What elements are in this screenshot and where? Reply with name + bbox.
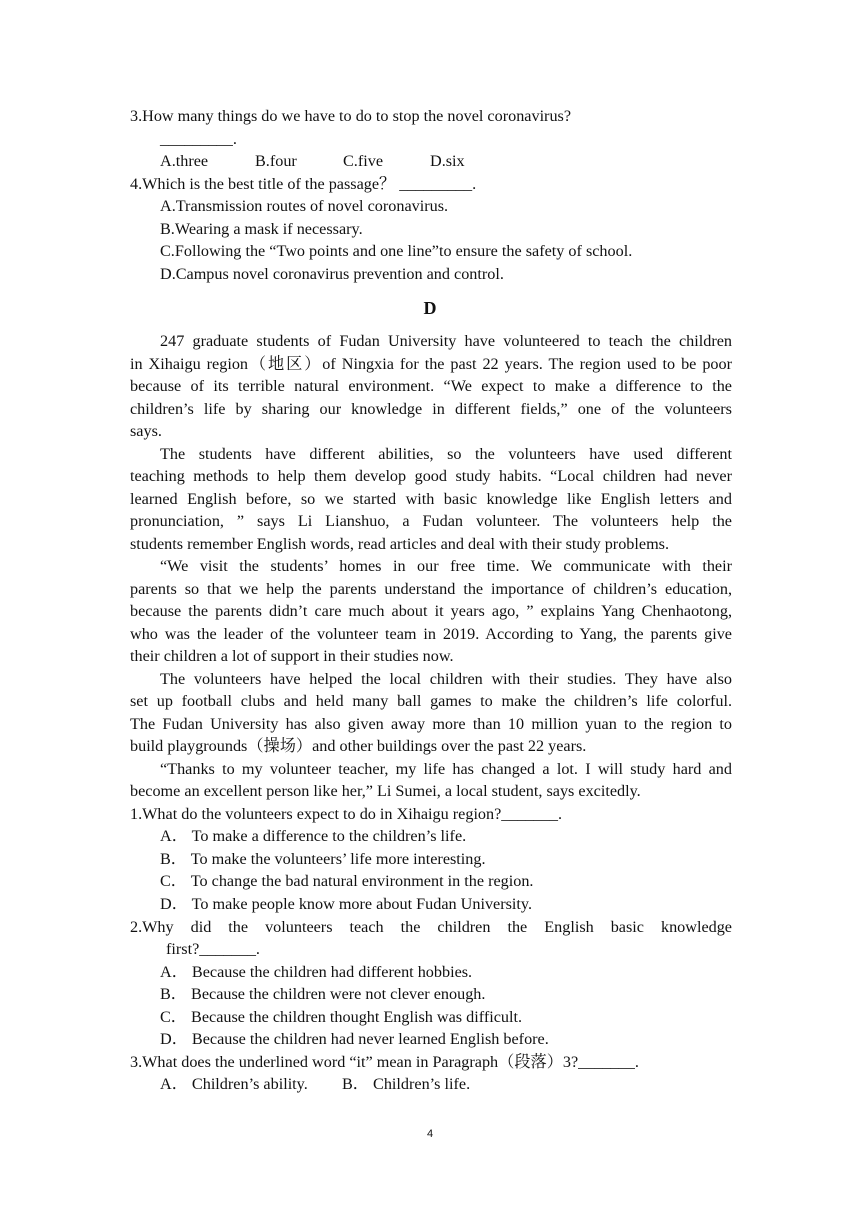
passage-line: says.	[130, 422, 162, 440]
question-stem: 4.Which is the best title of the passage？ _________.	[130, 175, 477, 193]
passage-line: teaching methods to help them develop good study habits. “Local children had never	[130, 467, 732, 485]
option-row	[160, 150, 465, 173]
passage-line: who was the leader of the volunteer team in 2019. According to Yang, the parents give	[130, 625, 732, 643]
passage-line: The Fudan University has also given away more than 10 million yuan to the region to	[130, 715, 732, 733]
question-stem: 1.What do the volunteers expect to do in Xihaigu region?_______.	[130, 805, 563, 823]
section-heading: D	[423, 298, 437, 318]
passage-line: learned English before, so we started with basic knowledge like English letters and	[130, 490, 732, 508]
question-stem-continued: first?_______.	[166, 940, 260, 958]
option: B.Wearing a mask if necessary.	[160, 220, 363, 238]
question-stem: 2.Why did the volunteers teach the children the English basic knowledge	[130, 918, 732, 936]
passage-line: “Thanks to my volunteer teacher, my life has changed a lot. I will study hard and	[160, 760, 732, 778]
passage-line: in Xihaigu region（地区）of Ningxia for the past 22 years. The region used to be poor	[130, 355, 732, 373]
option: D.Campus novel coronavirus prevention and control.	[160, 265, 504, 283]
passage-line: The students have different abilities, so the volunteers have used different	[160, 445, 732, 463]
option: B． Because the children were not clever enough.	[160, 985, 486, 1003]
passage-line: pronunciation, ” says Li Lianshuo, a Fudan volunteer. The volunteers help the	[130, 512, 732, 530]
passage-line: build playgrounds（操场）and other buildings over the past 22 years.	[130, 737, 587, 755]
option: A． To make a difference to the children’s life.	[160, 827, 467, 845]
option: A.Transmission routes of novel coronavirus.	[160, 197, 449, 215]
passage-line: because the parents didn’t care much about it years ago, ” explains Yang Chenhaotong,	[130, 602, 732, 620]
option: B． Children’s life.	[342, 1075, 471, 1093]
passage-line: “We visit the students’ homes in our free time. We communicate with their	[160, 557, 732, 575]
option-row	[160, 1073, 470, 1096]
question-stem: 3.What does the underlined word “it” mean in Paragraph（段落）3?_______.	[130, 1053, 639, 1071]
answer-blank: _________.	[160, 130, 237, 148]
passage-line: children’s life by sharing our knowledge in different fields,” one of the volunteers	[130, 400, 732, 418]
option: D． To make people know more about Fudan University.	[160, 895, 533, 913]
page-number: 4	[426, 1128, 434, 1140]
option: C． To change the bad natural environment in the region.	[160, 872, 534, 890]
passage-line: set up football clubs and held many ball games to make the children’s life colorful.	[130, 692, 732, 710]
passage-line: The volunteers have helped the local children with their studies. They have also	[160, 670, 732, 688]
option: D.six	[430, 152, 465, 170]
option: C． Because the children thought English was difficult.	[160, 1008, 523, 1026]
passage-line: parents so that we help the parents understand the importance of children’s education,	[130, 580, 732, 598]
passage-line: their children a lot of support in their studies now.	[130, 647, 454, 665]
option: C.Following the “Two points and one line”to ensure the safety of school.	[160, 242, 633, 260]
option: A． Children’s ability.	[160, 1075, 308, 1093]
option: C.five	[343, 152, 384, 170]
passage-line: become an excellent person like her,” Li Sumei, a local student, says excitedly.	[130, 782, 641, 800]
option: A.three	[160, 152, 209, 170]
passage-line: because of its terrible natural environment. “We expect to make a difference to the	[130, 377, 732, 395]
passage-line: students remember English words, read articles and deal with their study problems.	[130, 535, 670, 553]
option: D． Because the children had never learned English before.	[160, 1030, 549, 1048]
option: B.four	[255, 152, 297, 170]
passage-line: 247 graduate students of Fudan University have volunteered to teach the children	[160, 332, 732, 350]
option: B． To make the volunteers’ life more interesting.	[160, 850, 486, 868]
question-stem: 3.How many things do we have to do to stop the novel coronavirus?	[130, 107, 572, 125]
option: A． Because the children had different hobbies.	[160, 963, 473, 981]
